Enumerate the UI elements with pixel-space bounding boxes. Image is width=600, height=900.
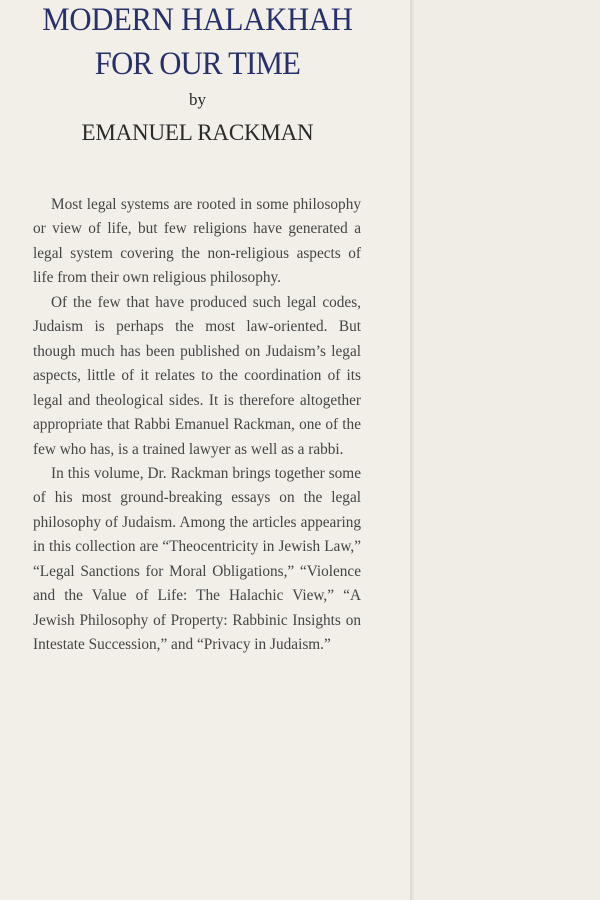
blurb-paragraph-2: Of the few that have produced such legal codes, Judaism is perhaps the most law-oriented. But though much has been published on Judaism’s legal aspects, little of it relates to the coordination of its legal and theological sides. It is therefore altogether appropriate that Rabbi Emanuel Rackman, one of the few who has, is a trained lawyer as well as a rabbi.: [33, 293, 361, 458]
blurb-paragraph-1: Most legal systems are rooted in some philosophy or view of life, but few religions have generated a legal system covering the non-religious aspects of life from their own religious philosophy.: [33, 196, 361, 287]
book-title-line2: FOR OUR TIME: [94, 46, 301, 82]
byline: by: [189, 90, 206, 109]
blurb-paragraph-3: In this volume, Dr. Rackman brings together some of his most ground-breaking essays on the legal philosophy of Judaism. Among the articles appearing in this collection are “Theocentricity in Jewish Law,” “Legal Sanctions for Moral Obligations,” “Violence and the Value of Life: The Halachic View,” “A Jewish Philosophy of Property: Rabbinic Insights on Intestate Succession,” and “Privacy in Judaism.”: [33, 464, 361, 654]
author-name: EMANUEL RACKMAN: [81, 120, 314, 145]
flap-blurb: [33, 193, 361, 658]
jacket-cover-panel: [414, 0, 600, 900]
book-title-line1: MODERN HALAKHAH: [42, 2, 353, 38]
